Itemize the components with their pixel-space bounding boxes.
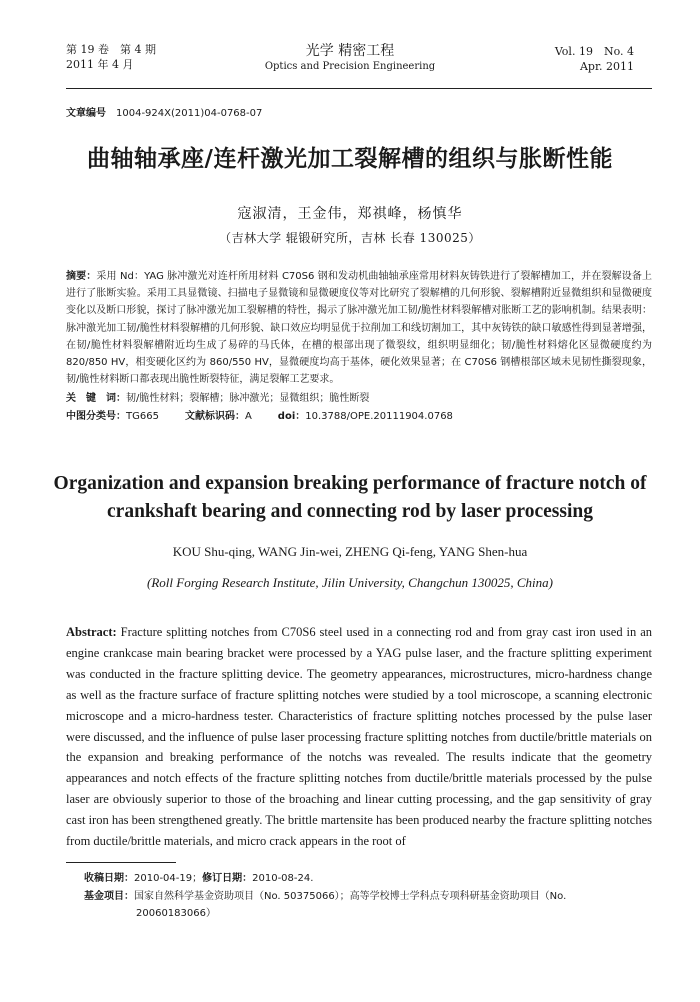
cn-classification [66,407,453,422]
doi-label: doi： [277,411,306,422]
doc-code-value: A [244,411,252,422]
date-cn: 2011 年 4 月 [66,58,134,71]
header-center [200,42,500,74]
cn-authors: 寇淑清，王金伟，郑祺峰，杨慎华 [237,206,463,222]
en-affiliation: (Roll Forging Research Institute, Jilin University, Changchun 130025, China) [147,575,553,590]
fund-text: 国家自然科学基金资助项目（No. 50375066）；高等学校博士学科点专项科研基金资助项目（No. [134,891,567,902]
header-rule [66,88,652,89]
class-value: TG665 [126,411,159,422]
cn-abstract [66,268,652,388]
cn-abstract-label: 摘要： [66,271,97,282]
revised-label: 修订日期： [202,873,253,884]
cn-keywords [66,389,369,404]
date-en: Apr. 2011 [579,60,634,73]
header-left [66,42,156,72]
header-right [555,44,634,74]
article-id [66,104,262,119]
cn-title: 曲轴轴承座/连杆激光加工裂解槽的组织与胀断性能 [87,146,613,172]
volume-en: Vol. 19 No. 4 [554,45,634,58]
en-abstract-label: Abstract: [66,625,117,639]
en-title: Organization and expansion breaking performance of fracture notch of crankshaft bearing and connecting rod by laser processing [53,473,647,522]
fund-label: 基金项目： [84,891,134,902]
class-label: 中图分类号： [66,411,126,422]
footnote-fund [84,888,652,922]
article-id-value: 1004-924X(2011)04-0768-07 [116,108,263,119]
journal-name-en: Optics and Precision Engineering [264,61,436,72]
article-id-label: 文章编号 [66,108,106,119]
footnote-rule [66,862,176,863]
doi-value: 10.3788/OPE.20111904.0768 [305,411,453,422]
cn-affiliation: （吉林大学 辊锻研究所，吉林 长春 130025） [219,231,481,245]
journal-name-cn: 光学 精密工程 [305,43,395,59]
volume-cn: 第 19 卷 第 4 期 [66,43,156,56]
en-abstract [66,622,652,852]
en-authors: KOU Shu-qing, WANG Jin-wei, ZHENG Qi-feng, YANG Shen-hua [172,544,528,559]
received-date: 2010-04-19； [134,873,203,884]
revised-date: 2010-08-24. [252,873,314,884]
cn-keywords-label: 关 键 词： [66,393,126,404]
cn-keywords-text: 韧/脆性材料；裂解槽；脉冲激光；显微组织；脆性断裂 [126,393,370,404]
fund-text-continued: 20060183066） [136,908,216,919]
cn-abstract-text: 采用 Nd：YAG 脉冲激光对连杆所用材料 C70S6 钢和发动机曲轴轴承座常用材料灰铸铁进行了裂解槽加工，并在裂解设备上进行了胀断实验。采用工具显微镜、扫描电子显微镜和显微硬度仪等对比研究了裂解槽的几何形貌、裂解槽附近显微组织和显微硬度变化以及断口形貌，探讨了脉冲激光加工裂解槽的特性，揭示了脉冲激光加工韧/脆性材料裂解槽对胀断工艺的影响机制。结果表明：脉冲激光加工韧/脆性材料裂解槽的几何形貌、缺口效应均明显优于拉削加工和线切割加工，其中灰铸铁的缺口敏感性得到显著增强，在韧/脆性材料裂解槽附近均生成了易碎的马氏体，在槽的根部出现了微裂纹，组织明显细化；韧/脆性材料熔化区显微硬度约为 820/850 HV，相变硬化区约为 860/550 HV，显微硬度均高于基体，硬化效果显著；在 C70S6 钢槽根部区域未见韧性撕裂现象，韧/脆性材料断口都表现出脆性断裂特征，满足裂解工艺要求。 [66,271,652,386]
doc-code-label: 文献标识码： [184,411,245,422]
en-abstract-text: Fracture splitting notches from C70S6 steel used in a connecting rod and from gray cast iron used in an engine crankcase main bearing bracket were processed by a YAG pulse laser, and the fracture splitting experiment was conducted in the fracture splitting device. The geometry appearances, microstructures, micro-hardness change as well as the fracture surface of fracture splitting notches were studied by a tool microscope, a scanning electronic microscope and a micro-hardness tester. Characteristics of fracture splitting notches processed by the pulse laser were discussed, and the influence of pulse laser processing fracture splitting notches from ductile/brittle materials on the expansion and breaking performance of the notchs was revealed. The results indicate that the geometry appearances and notch effects of the fracture splitting notches from ductile/brittle materials processed by the pulse laser are obviously superior to those of the broaching and linear cutting processing, and the gap sensitivity of gray cast iron has been strengthened greatly. The brittle martensite has been produced nearby the fracture splitting notches from ductile/brittle materials, and micro crack appears in the root of [66,625,653,849]
footnote-dates [84,870,652,887]
received-label: 收稿日期： [84,873,134,884]
